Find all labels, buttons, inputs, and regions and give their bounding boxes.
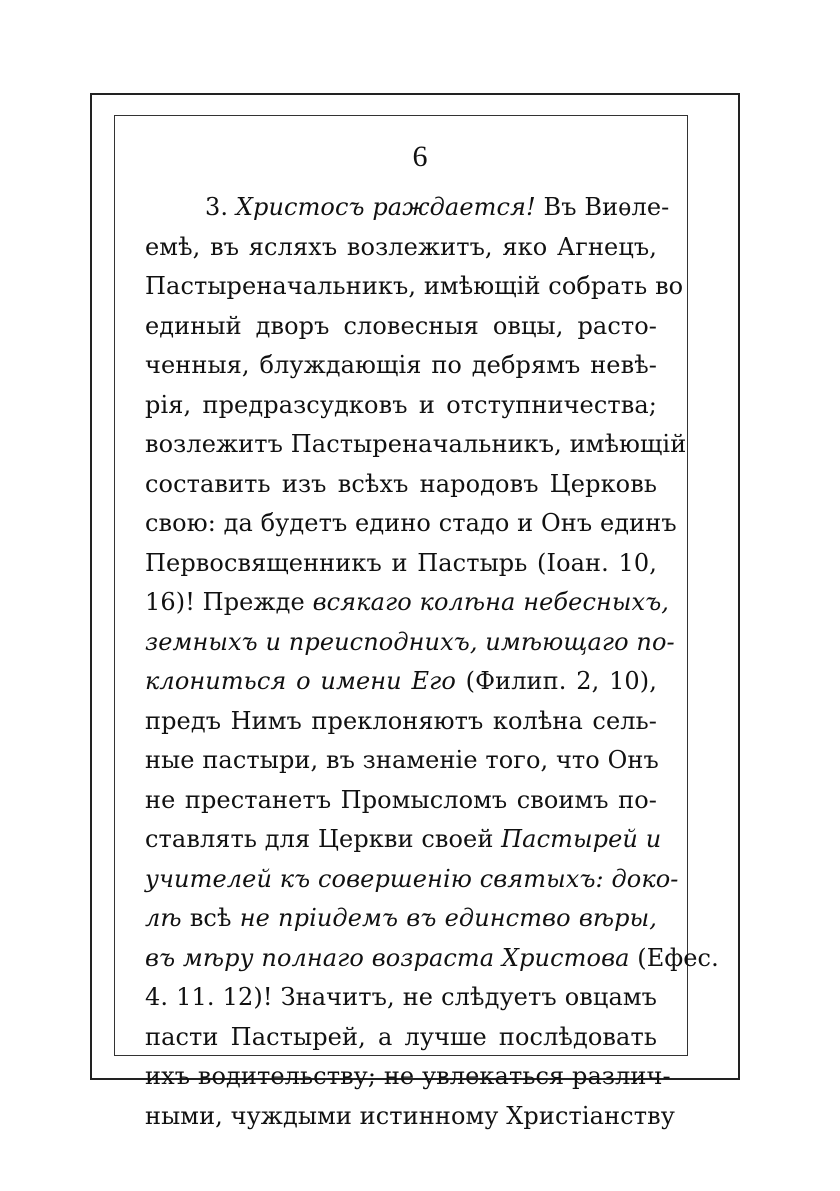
- text-line: [145, 978, 657, 1018]
- text-run: предъ Нимъ преклоняютъ колѣна сель-: [145, 706, 657, 735]
- italic-text-run: Христосъ раждается!: [235, 193, 536, 221]
- text-line: [145, 307, 657, 347]
- text-run: Пастыреначальникъ, имѣющій собрать во: [145, 272, 684, 300]
- italic-text-run: не пріидемъ въ единство вѣры,: [239, 904, 658, 932]
- text-run: свою: да будетъ едино стадо и Онъ единъ: [145, 509, 677, 537]
- italic-text-run: Пастырей и: [501, 825, 662, 853]
- text-run: Первосвященникъ и Пастырь (Іоан. 10,: [145, 548, 657, 577]
- text-run: ставлять для Церкви своей: [145, 825, 502, 853]
- italic-text-run: учителей къ совершенію святыхъ: доко-: [145, 864, 679, 893]
- text-run: емѣ, въ ясляхъ возлежитъ, яко Агнецъ,: [145, 232, 657, 261]
- text-run: составить изъ всѣхъ народовъ Церковь: [145, 469, 657, 498]
- text-run: единый дворъ словесныя овцы, расто-: [145, 311, 657, 340]
- text-line: [145, 346, 657, 386]
- text-run: всѣ: [181, 904, 240, 932]
- text-line: [145, 465, 657, 505]
- italic-text-run: клониться о имени Его: [145, 667, 456, 695]
- text-run: 3.: [205, 193, 236, 221]
- text-line: [145, 386, 657, 426]
- text-line: [145, 544, 657, 584]
- text-run: пасти Пастырей, а лучше послѣдовать: [145, 1022, 657, 1051]
- text-line: [145, 623, 675, 663]
- text-line: [145, 860, 679, 900]
- text-run: (Ефес.: [629, 943, 719, 972]
- text-run: ные пастыри, въ знаменіе того, что Онъ: [145, 746, 659, 774]
- text-line: [145, 702, 657, 742]
- text-run: рія, предразсудковъ и отступничества;: [145, 390, 657, 419]
- italic-text-run: всякаго колѣна небесныхъ,: [312, 588, 670, 616]
- text-run: 16)! Прежде: [145, 588, 313, 616]
- text-line: [145, 425, 687, 465]
- text-line: [145, 781, 657, 821]
- text-line: [145, 228, 657, 268]
- italic-text-run: земныхъ и преисподнихъ, имѣющаго по-: [145, 627, 675, 656]
- text-line: [145, 741, 657, 781]
- text-line: [145, 939, 719, 979]
- text-line: [145, 583, 670, 623]
- text-run: ихъ водительству; не увлекаться различ-: [145, 1062, 671, 1090]
- text-run: не престанетъ Промысломъ своимъ по-: [145, 785, 657, 814]
- text-run: ченныя, блуждающія по дебрямъ невѣ-: [145, 351, 657, 379]
- text-line: [145, 1018, 657, 1058]
- text-run: (Филип. 2, 10),: [455, 667, 657, 695]
- text-line: [145, 899, 657, 939]
- text-line: [145, 820, 662, 860]
- text-line: [145, 188, 670, 228]
- text-line: [145, 662, 657, 702]
- text-line: [145, 1097, 675, 1137]
- text-run: возлежитъ Пастыреначальникъ, имѣющій: [145, 430, 687, 458]
- italic-text-run: въ мѣру полнаго возраста Христова: [145, 943, 630, 972]
- text-run: Въ Виѳле-: [535, 193, 670, 221]
- text-line: [145, 504, 677, 544]
- text-run: 4. 11. 12)! Значитъ, не слѣдуетъ овцамъ: [145, 983, 657, 1011]
- text-run: ными, чуждыми истинному Христіанству: [145, 1101, 675, 1130]
- page-number: 6: [412, 140, 428, 173]
- text-line: [145, 1057, 671, 1097]
- italic-text-run: лѣ: [145, 904, 182, 932]
- text-line: [145, 267, 684, 307]
- body-text: [145, 188, 719, 1136]
